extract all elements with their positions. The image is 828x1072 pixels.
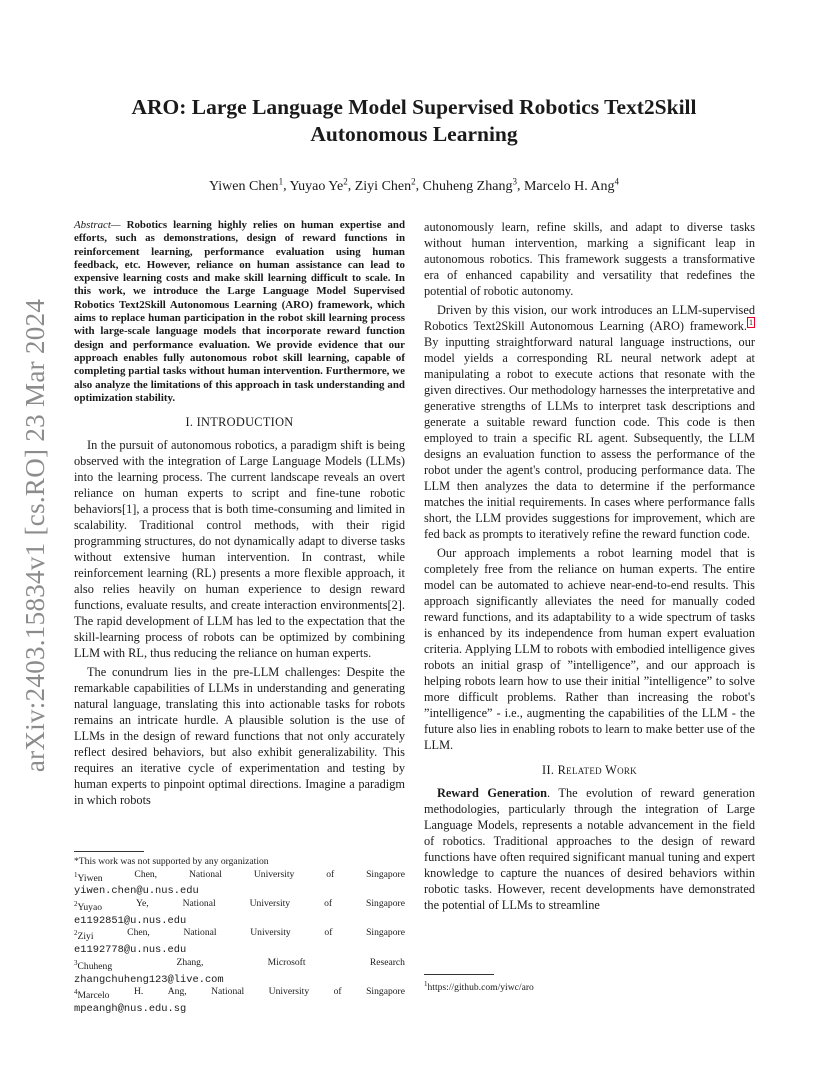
affiliation-word [370,957,405,974]
body-paragraph-3: Our approach implements a robot learning model that is completely free from the reliance on human experts. The entire model can be automated to achieve near-end-to-end results. This approach significantly alleviates the need for manually coded reward functions, and its adaptability to a wide spectrum of tasks is enhanced by its independence from human expert evaluation criteria. Applying LLM to robots with embodied intelligence gives robots an initial grasp of ”intelligence”, and our approach is helping robots learn how to use their initial ”intelligence” to solve more difficult problems. Rather than increasing the robot's ”intelligence” - i.e., augmenting the capabilities of the LLM - the future also lies in enabling robots to learn to make better use of the LLM. [424,546,755,752]
affiliation-footnote [74,869,405,886]
affiliation-word-text: University [249,897,291,909]
affiliation-word [74,986,109,1003]
affiliation-word-text: University [268,986,310,998]
affiliation-word [250,927,291,944]
paper-title-line-2: Autonomous Learning [310,122,518,146]
affiliation-mark: 2 [74,899,78,908]
affiliation-word [134,869,157,886]
affiliation-word-text: University [253,868,295,880]
affiliation-word-text: of [324,927,333,939]
affiliation-word [366,898,405,915]
author-name-text: Ziyi Chen [354,178,412,194]
author-name-text: Yuyao Ye [289,178,344,194]
author-footnotes [74,856,405,1015]
affiliation-footnote [74,927,405,944]
affiliation-word-text: H. [133,986,144,998]
author-name-text: Yiwen Chen [208,178,279,194]
affiliation-word-text: Singapore [366,868,405,880]
affiliation-word-text: Chuheng [77,960,113,972]
affiliation-word [366,986,405,1003]
affiliation-word [250,898,291,915]
affiliation-word-text: Chen, [134,868,158,880]
author-name-text: Marcelo H. Ang [523,178,615,194]
author-name [208,176,284,194]
affiliation-mark: 2 [411,176,416,186]
affiliation-word-text: of [324,897,333,909]
affiliation-word [366,869,405,886]
affiliation-word [324,898,332,915]
affiliation-word-text: Singapore [366,927,405,939]
footnote-link-1[interactable]: 1 [749,317,753,327]
affiliation-word-text: of [333,986,342,998]
run-in-heading: Reward Generation [437,786,548,800]
footnote-rule [74,851,144,852]
affiliation-word-text: Chen, [127,927,150,939]
url-footnote [424,978,755,994]
abstract-text: Robotics learning highly relies on human expertise and efforts, such as demonstrations, design of reward functions in reinforcement learning, performance evaluation using human feedback, etc. However, reliance on human assistance can lead to expensive learning costs and make skill learning difficult to scale. In this work, we introduce the Large Language Model Supervised Robotics Text2Skill Autonomous Learning (ARO) framework, which aims to replace human participation in the robot skill learning process with large-scale language models that incorporate reward function design and performance evaluation. We provide evidence that our approach enables fully autonomous robot skill learning, capable of completing partial tasks without human intervention. Furthermore, we also analyze the limitations of this approach in task understanding and optimization stability. [74,219,405,404]
affiliation-word-text: Marcelo [77,990,110,1002]
author-name [422,176,517,194]
affiliation-word [183,898,216,915]
affiliation-word [127,927,150,944]
intro-paragraph-2: The conundrum lies in the pre-LLM challenges: Despite the remarkable capabilities of LLMs in understanding and generating natural language, translating this into actionable tasks for robots remains an intricate hurdle. A plausible solution is the use of LLMs in the design of reward functions that not only accurately reflect desired behaviors, but also exhibit generalizability. This requires an iterative cycle of experimentation and testing by human experts to pinpoint optimal directions. Imagine a paradigm in which robots [74,665,405,808]
affiliation-word-text: National [188,868,222,880]
affiliation-word-text: Ziyi [77,931,94,943]
paper-title [80,94,748,148]
affiliation-word [269,986,310,1003]
affiliation-word-text: Zhang, [176,956,204,968]
intro-paragraph-1: In the pursuit of autonomous robotics, a paradigm shift is being observed with the integration of Large Language Models (LLMs) into the learning process. The current landscape reveals an overt reliance on human experts to script and fine-tune robotic behaviors[1], a process that is both time-consuming and limited in scalability. Traditional control methods, with their rigid programming structures, do not dynamically adapt to diverse tasks without extensive human intervention. In contrast, while reinforcement learning (RL) presents a more flexible approach, it also relies heavily on human experience to design reward functions, evaluate results, and create interaction environments[2]. The rapid development of LLM has led to the expectation that the skill-learning process of robots can be optimized by combining LLM with RL, thus reducing the reliance on human experts. [74,438,405,661]
affiliation-word [334,986,342,1003]
footnote-rule-right [424,974,494,975]
abstract [74,219,405,405]
affiliation-word-text: Research [369,956,405,968]
paper-title-line-1: ARO: Large Language Model Supervised Robotics Text2Skill [131,95,697,119]
affiliation-word-text: National [183,927,217,939]
author-email[interactable]: yiwen.chen@u.nus.edu [74,885,199,898]
affiliation-word-text: Yiwen [77,872,103,884]
affiliation-word [74,957,112,974]
affiliation-word-text: National [182,897,216,909]
affiliation-word [211,986,244,1003]
affiliation-word-text: National [211,986,245,998]
affiliation-word [254,869,295,886]
affiliation-word [136,898,149,915]
affiliation-word [74,869,103,886]
affiliation-word-text: Yuyao [77,902,103,914]
affiliation-word [189,869,222,886]
affiliation-word [134,986,143,1003]
author-list: Yiwen Chen$^1$, Yuyao Ye$^2$, Ziyi Chen$^2$, Chuheng Zhang$^3$, Marcelo H. Ang$^4$ [208,176,620,194]
body-paragraph-4-text: . The evolution of reward generation methodologies, particularly through the integration of Large Language Models, represents a notable advancement in the field of robotics. Traditional approaches to the design of reward functions have often required significant manual tuning and expert knowledge to capture the nuances of desired behaviors within robotic tasks. However, recent developments have demonstrated the potential of LLMs to streamline [424,786,755,912]
section-title: Related Work [557,763,637,777]
body-paragraph-1: autonomously learn, refine skills, and adapt to diverse tasks without human intervention, marking a significant leap in autonomous robotics. This framework suggests a transformative era of enhanced capability and versatility that redefines the potential of robotic autonomy. [424,220,755,298]
affiliation-word-text: University [250,927,291,939]
affiliation-footnote [74,957,405,974]
url-footnote-mark: 1 [424,980,428,988]
author-name [523,176,620,194]
arxiv-stamp [14,300,58,770]
body-paragraph-2 [424,302,755,542]
author-email[interactable]: mpeangh@nus.edu.sg [74,1002,187,1015]
affiliation-word-text: Ang, [167,986,187,998]
affiliation-mark: 2 [74,929,78,938]
affiliation-footnote [74,986,405,1003]
section-heading-related-work [424,762,755,778]
affiliation-word [74,898,102,915]
affiliation-mark: 4 [614,176,620,186]
arxiv-identifier: arXiv:2403.15834v1 [cs.RO] 23 Mar 2024 [20,298,51,772]
body-paragraph-2-rest: By inputting straightforward natural language instructions, our model yields a corresponding RL neural network adept at manipulating a robot to execute actions that resonate with the given directives. Our methodology harnesses the interpretative and generative strengths of LLMs to interpret task descriptions and generate a suitable reward function code. This code is then employed to train a specific RL agent. Subsequently, the LLM designs an evaluation function to assess the performance of the robot under the agent's control, producing performance data. The LLM then analyzes the data to determine if the performance matches the initial requirements. In cases where performance falls short, the LLM provides suggestions for improvement, which are fed back as prompts to iteratively refine the reward function code. [424,335,755,541]
right-column [424,219,755,913]
affiliation-word [324,927,332,944]
body-paragraph-2-start: Driven by this vision, our work introduces an LLM-supervised Robotics Text2Skill Autonomous Learning (ARO) framework. [424,303,755,333]
affiliation-mark: 3 [74,958,78,967]
affiliation-word-text: of [326,868,335,880]
author-email[interactable]: zhangchuheng123@live.com [74,973,224,986]
affiliation-word-text: Singapore [366,897,405,909]
affiliation-word [184,927,217,944]
left-column [74,219,405,808]
author-name [289,176,348,194]
section-heading-introduction: I. INTRODUCTION [185,415,294,430]
affiliation-word [366,927,405,944]
author-email[interactable]: e1192778@u.nus.edu [74,944,187,957]
body-paragraph-4 [424,785,755,913]
section-number: II. [542,763,558,777]
funding-note: *This work was not supported by any organization [74,856,269,867]
affiliation-mark: 1 [278,176,284,186]
affiliation-mark: 4 [74,988,78,997]
affiliation-word [74,927,94,944]
affiliation-word [168,986,187,1003]
affiliation-word [176,957,203,974]
affiliation-word-text: Ye, [135,897,149,909]
author-name-text: Chuheng Zhang [422,178,513,194]
author-name [354,176,416,194]
affiliation-footnote [74,898,405,915]
abstract-label: Abstract— [74,219,121,231]
affiliation-mark: 1 [74,870,78,879]
affiliation-word-text: Microsoft [267,956,306,968]
affiliation-mark: 2 [343,176,348,186]
affiliation-word [326,869,334,886]
url-footnote-link[interactable]: https://github.com/yiwc/aro [427,982,534,994]
affiliation-mark: 3 [512,176,517,186]
author-email[interactable]: e1192851@u.nus.edu [74,914,187,927]
affiliation-word-text: Singapore [366,986,405,998]
affiliation-word [268,957,306,974]
